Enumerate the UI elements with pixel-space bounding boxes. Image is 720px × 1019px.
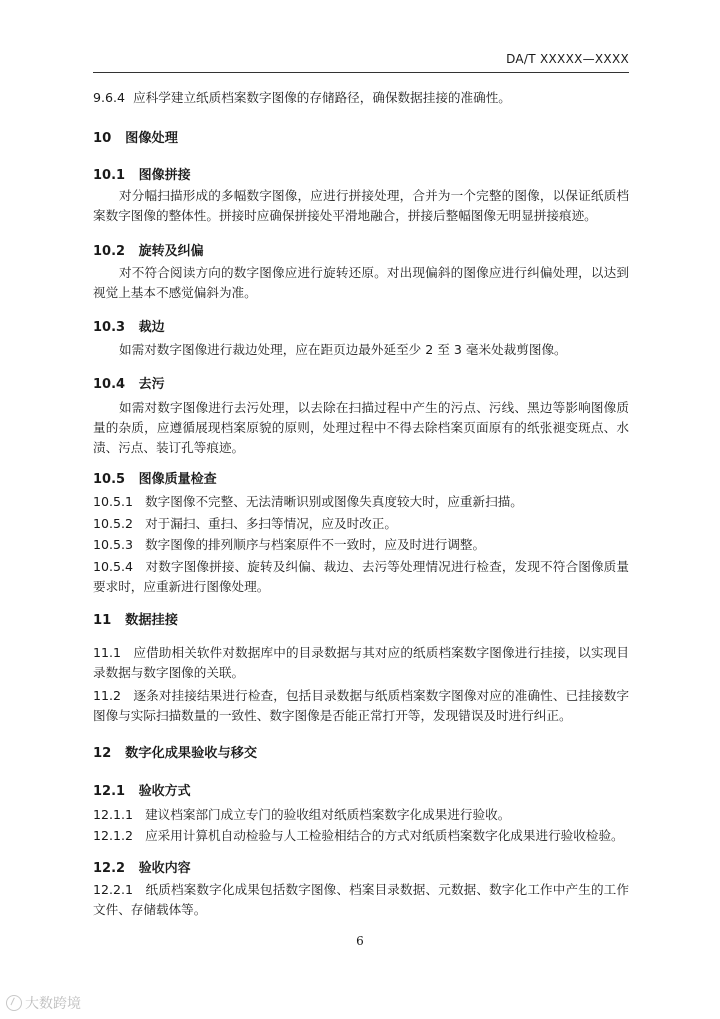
subsection-title: 验收内容 bbox=[138, 861, 191, 876]
clause-10-5-4 bbox=[93, 557, 629, 597]
clause-text: 对数字图像拼接、旋转及纠偏、裁边、去污等处理情况进行检查，发现不符合图像质量要求时，应重新进行图像处理。 bbox=[93, 559, 630, 594]
clause-11-1 bbox=[93, 643, 629, 683]
subsection-12-2-heading bbox=[93, 857, 191, 876]
clause-10-5-3 bbox=[93, 535, 629, 555]
section-number: 10 bbox=[93, 131, 112, 146]
section-number: 11 bbox=[93, 613, 112, 628]
section-title: 数据挂接 bbox=[125, 613, 178, 628]
clause-text: 对于漏扫、重扫、多扫等情况，应及时改正。 bbox=[145, 516, 397, 531]
clause-text: 应借助相关软件对数据库中的目录数据与其对应的纸质档案数字图像进行挂接，以实现目录数据与数字图像的关联。 bbox=[93, 645, 630, 680]
clause-number: 10.5.4 bbox=[93, 559, 134, 574]
subsection-title: 旋转及纠偏 bbox=[138, 244, 204, 259]
subsection-number: 12.2 bbox=[93, 861, 126, 876]
clause-text: 纸质档案数字化成果包括数字图像、档案目录数据、元数据、数字化工作中产生的工作文件、存储载体等。 bbox=[93, 882, 630, 917]
subsection-number: 12.1 bbox=[93, 784, 126, 799]
clause-10-5-1 bbox=[93, 492, 629, 512]
clause-text: 数字图像的排列顺序与档案原件不一致时，应及时进行调整。 bbox=[145, 537, 486, 552]
clause-number: 12.1.1 bbox=[93, 807, 134, 822]
clause-text: 应采用计算机自动检验与人工检验相结合的方式对纸质档案数字化成果进行验收检验。 bbox=[145, 828, 624, 843]
clause-number: 10.5.3 bbox=[93, 537, 134, 552]
section-title: 数字化成果验收与移交 bbox=[125, 746, 258, 761]
subsection-10-2-heading bbox=[93, 240, 204, 259]
clause-10-5-2 bbox=[93, 514, 629, 534]
subsection-number: 10.2 bbox=[93, 244, 126, 259]
clause-number: 10.5.2 bbox=[93, 516, 134, 531]
section-10-heading bbox=[93, 127, 178, 146]
clause-text: 数字图像不完整、无法清晰识别或图像失真度较大时，应重新扫描。 bbox=[145, 494, 523, 509]
clause-text: 应科学建立纸质档案数字图像的存储路径，确保数据挂接的准确性。 bbox=[133, 90, 511, 105]
clause-number: 11.1 bbox=[93, 645, 122, 660]
clause-9-6-4 bbox=[93, 88, 629, 108]
subsection-title: 图像质量检查 bbox=[138, 472, 217, 487]
clause-number: 10.5.1 bbox=[93, 494, 134, 509]
page-number: 6 bbox=[356, 934, 364, 948]
clause-number: 11.2 bbox=[93, 688, 122, 703]
clause-12-1-2 bbox=[93, 826, 629, 846]
clause-12-1-1 bbox=[93, 805, 629, 825]
subsection-number: 10.1 bbox=[93, 168, 126, 183]
clause-number: 12.2.1 bbox=[93, 882, 134, 897]
subsection-title: 图像拼接 bbox=[138, 168, 191, 183]
subsection-10-3-heading bbox=[93, 316, 165, 335]
header-doc-code: DA/T XXXXX—XXXX bbox=[506, 52, 629, 66]
clause-text: 建议档案部门成立专门的验收组对纸质档案数字化成果进行验收。 bbox=[145, 807, 511, 822]
subsection-title: 验收方式 bbox=[138, 784, 191, 799]
clause-number: 12.1.2 bbox=[93, 828, 134, 843]
clause-number: 9.6.4 bbox=[93, 90, 126, 105]
clause-12-2-1 bbox=[93, 880, 629, 920]
subsection-number: 10.5 bbox=[93, 472, 126, 487]
subsection-12-1-heading bbox=[93, 780, 191, 799]
section-title: 图像处理 bbox=[125, 131, 178, 146]
subsection-title: 裁边 bbox=[138, 320, 165, 335]
weibo-like-logo-icon bbox=[6, 995, 22, 1011]
watermark bbox=[6, 993, 81, 1013]
subsection-number: 10.4 bbox=[93, 377, 126, 392]
paragraph-10-3: 如需对数字图像进行裁边处理，应在距页边最外延至少 2 至 3 毫米处裁剪图像。 bbox=[119, 342, 567, 357]
section-number: 12 bbox=[93, 746, 112, 761]
subsection-10-1-heading bbox=[93, 164, 191, 183]
paragraph-10-4: 如需对数字图像进行去污处理，以去除在扫描过程中产生的污点、污线、黑边等影响图像质量的杂质，应遵循展现档案原貌的原则，处理过程中不得去除档案页面原有的纸张褪变斑点、水渍、污点、装订孔等痕迹。 bbox=[93, 400, 629, 455]
clause-11-2 bbox=[93, 686, 629, 726]
header-rule bbox=[93, 72, 629, 73]
watermark-text: 大数跨境 bbox=[25, 996, 81, 1012]
subsection-number: 10.3 bbox=[93, 320, 126, 335]
paragraph-10-1: 对分幅扫描形成的多幅数字图像，应进行拼接处理，合并为一个完整的图像，以保证纸质档案数字图像的整体性。拼接时应确保拼接处平滑地融合，拼接后整幅图像无明显拼接痕迹。 bbox=[93, 188, 629, 223]
subsection-title: 去污 bbox=[138, 377, 165, 392]
section-11-heading bbox=[93, 609, 178, 628]
subsection-10-4-heading bbox=[93, 373, 165, 392]
subsection-10-5-heading bbox=[93, 468, 217, 487]
clause-text: 逐条对挂接结果进行检查，包括目录数据与纸质档案数字图像对应的准确性、已挂接数字图像与实际扫描数量的一致性、数字图像是否能正常打开等，发现错误及时进行纠正。 bbox=[93, 688, 630, 723]
section-12-heading bbox=[93, 742, 257, 761]
paragraph-10-2: 对不符合阅读方向的数字图像应进行旋转还原。对出现偏斜的图像应进行纠偏处理，以达到视觉上基本不感觉偏斜为准。 bbox=[93, 265, 629, 300]
